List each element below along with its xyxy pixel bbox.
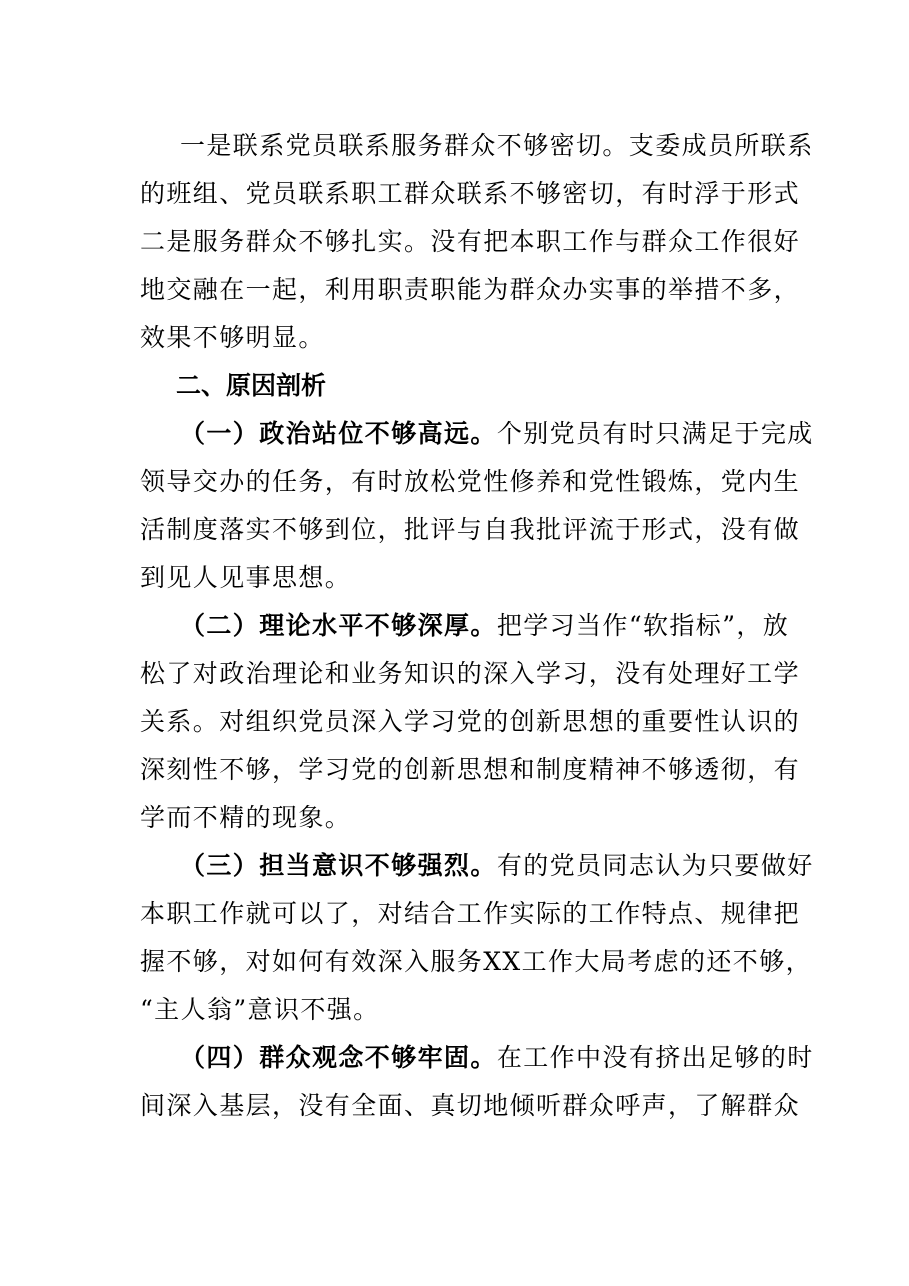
paragraph-first-line <box>140 602 790 650</box>
item-first-rest: 个别党员有时只满足于完成 <box>496 419 814 448</box>
paragraph-line: 关系。对组织党员深入学习党的创新思想的重要性认识的 <box>140 707 801 736</box>
item-first-rest: 有的党员同志认为只要做好 <box>496 851 814 880</box>
paragraph-first-line <box>140 842 814 890</box>
paragraph-line: 二是服务群众不够扎实。没有把本职工作与群众工作很好 <box>140 227 801 256</box>
paragraph-line: 本职工作就可以了，对结合工作实际的工作特点、规律把 <box>140 899 801 928</box>
paragraph-line: 学而不精的现象。 <box>140 803 352 832</box>
paragraph-item-2 <box>140 602 801 842</box>
paragraph-first-line <box>140 1034 814 1082</box>
item-lead: （三）担当意识不够强烈。 <box>180 851 497 880</box>
paragraph-line: 到见人见事思想。 <box>140 563 352 592</box>
paragraph-line: 间深入基层，没有全面、真切地倾听群众呼声，了解群众 <box>140 1091 801 1120</box>
item-lead: （二）理论水平不够深厚。 <box>180 611 497 640</box>
paragraph-problem-one-two <box>140 122 814 362</box>
paragraph-line: 领导交办的任务，有时放松党性修养和党性锻炼，党内生 <box>140 467 801 496</box>
paragraph-item-1 <box>140 410 814 602</box>
document-body <box>140 122 814 1130</box>
item-lead: （四）群众观念不够牢固。 <box>180 1043 497 1072</box>
paragraph-line: 活制度落实不够到位，批评与自我批评流于形式，没有做 <box>140 515 801 544</box>
paragraph-item-4 <box>140 1034 814 1130</box>
paragraph-line: 地交融在一起，利用职责职能为群众办实事的举措不多， <box>140 275 801 304</box>
paragraph-first-line <box>140 410 814 458</box>
item-lead: （一）政治站位不够高远。 <box>180 419 497 448</box>
paragraph-line: 握不够，对如何有效深入服务XX工作大局考虑的还不够， <box>140 947 812 976</box>
paragraph-item-3 <box>140 842 814 1034</box>
item-first-rest: 在工作中没有挤出足够的时 <box>496 1043 814 1072</box>
paragraph-line: 深刻性不够，学习党的创新思想和制度精神不够透彻，有 <box>140 755 801 784</box>
paragraph-line: 松了对政治理论和业务知识的深入学习，没有处理好工学 <box>140 659 801 688</box>
paragraph-line: 一是联系党员联系服务群众不够密切。支委成员所联系 <box>180 131 814 160</box>
paragraph-line: 的班组、党员联系职工群众联系不够密切，有时浮于形式 <box>140 179 801 208</box>
section-heading: 二、原因剖析 <box>176 371 327 400</box>
paragraph-line: 效果不够明显。 <box>140 323 325 352</box>
item-first-rest: 把学习当作“软指标”，放 <box>496 611 790 640</box>
paragraph-line: “主人翁”意识不强。 <box>140 995 380 1024</box>
